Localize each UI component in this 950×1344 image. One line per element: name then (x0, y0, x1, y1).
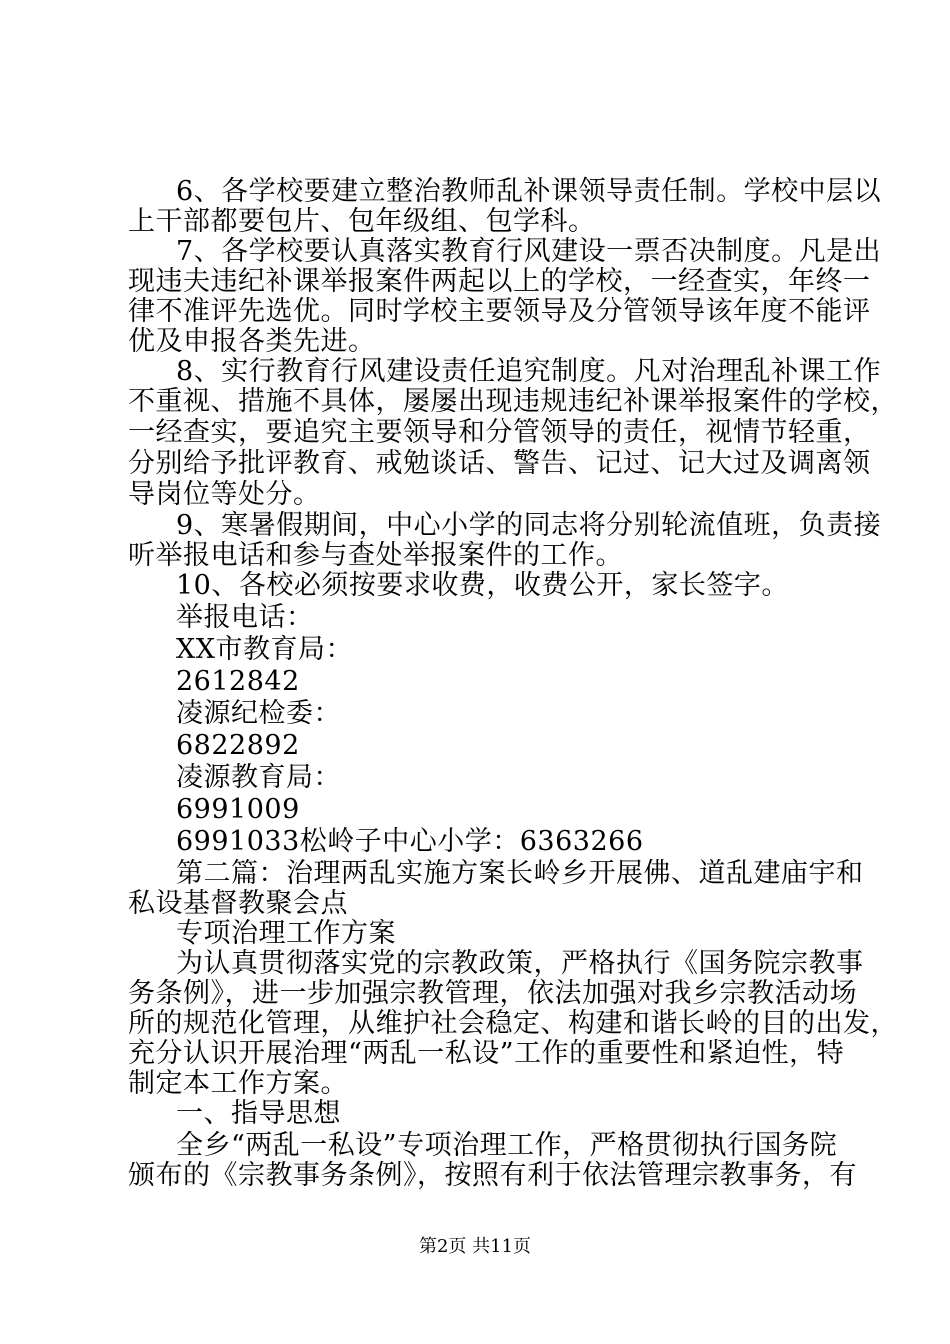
text-line: 凌源纪检委： (176, 698, 341, 729)
text-line: 7、各学校要认真落实教育行风建设一票否决制度。凡是出 (176, 236, 882, 267)
text-line: 举报电话： (176, 602, 314, 633)
text-line: 8、实行教育行风建设责任追究制度。凡对治理乱补课工作 (176, 356, 882, 387)
text-line: 私设基督教聚会点 (128, 888, 348, 919)
text-line: 专项治理工作方案 (176, 918, 396, 949)
page-number-footer: 第2页 共11页 (418, 1236, 532, 1257)
text-line: 为认真贯彻落实党的宗教政策，严格执行《国务院宗教事 (176, 948, 864, 979)
text-line: 律不准评先选优。同时学校主要领导及分管领导该年度不能评 (128, 296, 871, 327)
text-line: 不重视、措施不具体，屡屡出现违规违纪补课举报案件的学校， (128, 386, 898, 417)
text-line: 全乡“两乱一私设”专项治理工作，严格贯彻执行国务院 (176, 1130, 838, 1161)
text-line: 听举报电话和参与查处举报案件的工作。 (128, 540, 623, 571)
text-line: 一经查实，要追究主要领导和分管领导的责任，视情节轻重， (128, 417, 871, 448)
text-line: 6822892 (176, 730, 300, 761)
text-line: 分别给予批评教育、戒勉谈话、警告、记过、记大过及调离领 (128, 448, 871, 479)
text-line: 上干部都要包片、包年级组、包学科。 (128, 206, 596, 237)
text-line: 9、寒暑假期间，中心小学的同志将分别轮流值班，负责接 (176, 510, 882, 541)
text-line: 优及申报各类先进。 (128, 326, 376, 357)
text-line: 一、指导思想 (176, 1098, 341, 1129)
text-line: 颁布的《宗教事务条例》，按照有利于依法管理宗教事务，有 (128, 1160, 857, 1191)
text-line: 2612842 (176, 666, 300, 697)
text-line: 所的规范化管理，从维护社会稳定、构建和谐长岭的目的出发， (128, 1008, 898, 1039)
text-line: 6991009 (176, 794, 300, 825)
text-line: 6991033松岭子中心小学：6363266 (176, 826, 644, 857)
text-line: XX市教育局： (176, 634, 353, 665)
text-line: 现违夫违纪补课举报案件两起以上的学校，一经查实，年终一 (128, 266, 871, 297)
text-line: 10、各校必须按要求收费，收费公开，家长签字。 (176, 570, 789, 601)
text-line: 务条例》，进一步加强宗教管理，依法加强对我乡宗教活动场 (128, 978, 857, 1009)
text-line: 导岗位等处分。 (128, 479, 321, 510)
text-line: 制定本工作方案。 (128, 1068, 348, 1099)
text-line: 第二篇：治理两乱实施方案长岭乡开展佛、道乱建庙宇和 (176, 858, 864, 889)
text-line: 充分认识开展治理“两乱一私设”工作的重要性和紧迫性，特 (128, 1038, 845, 1069)
text-line: 6、各学校要建立整治教师乱补课领导责任制。学校中层以 (176, 176, 882, 207)
text-line: 凌源教育局： (176, 762, 341, 793)
